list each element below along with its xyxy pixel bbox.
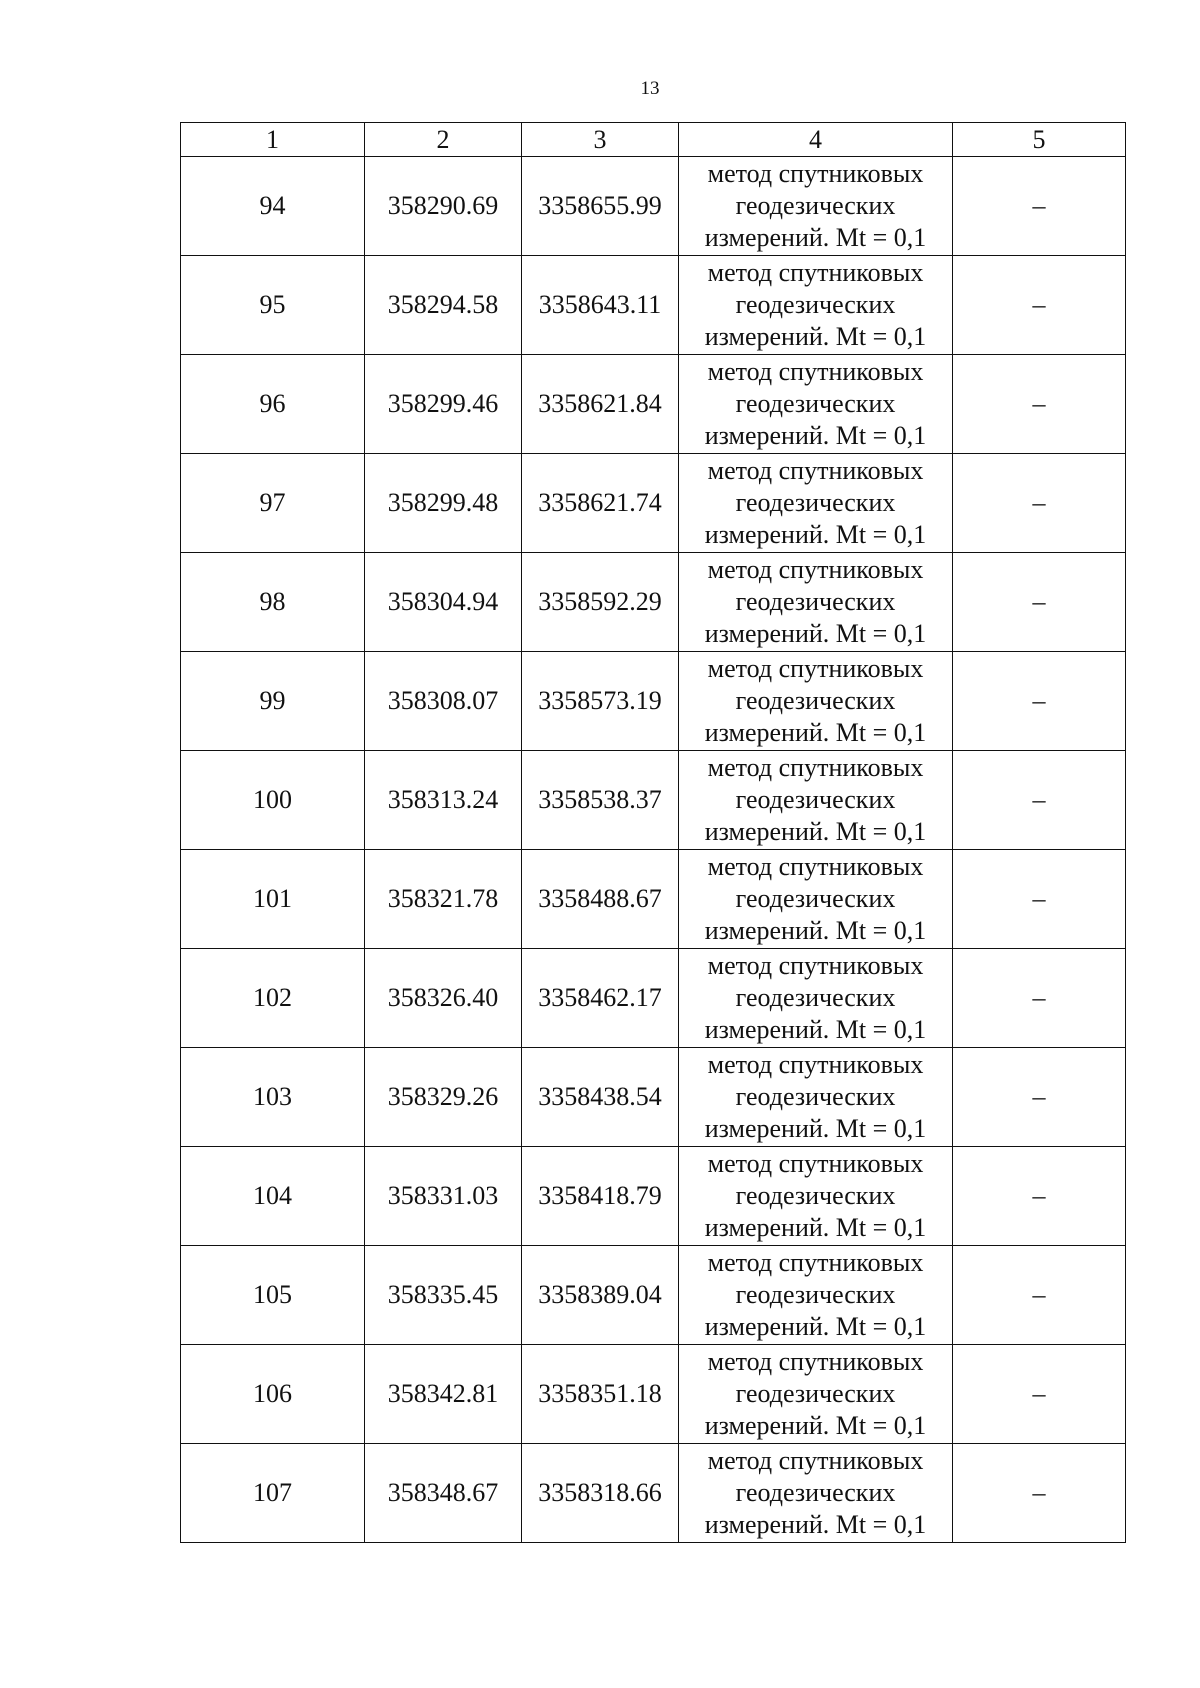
table-row xyxy=(181,1048,1126,1147)
x-coordinate-cell: 358299.46 xyxy=(365,355,522,454)
method-cell xyxy=(679,949,953,1048)
method-line: измерений. Mt = 0,1 xyxy=(704,916,927,945)
method-line: геодезических xyxy=(735,488,896,517)
point-number-cell: 104 xyxy=(181,1147,365,1246)
point-number-cell: 95 xyxy=(181,256,365,355)
method-line: измерений. Mt = 0,1 xyxy=(704,520,927,549)
table-row xyxy=(181,1246,1126,1345)
table-row xyxy=(181,553,1126,652)
point-number-cell: 106 xyxy=(181,1345,365,1444)
table-row xyxy=(181,1147,1126,1246)
method-cell xyxy=(679,1048,953,1147)
method-cell xyxy=(679,454,953,553)
page-number: 13 xyxy=(640,78,660,99)
y-coordinate-cell: 3358318.66 xyxy=(522,1444,679,1543)
method-line: метод спутниковых xyxy=(707,555,924,584)
method-line: геодезических xyxy=(735,290,896,319)
point-number-cell: 94 xyxy=(181,157,365,256)
note-cell: – xyxy=(953,1444,1126,1543)
method-line: метод спутниковых xyxy=(707,753,924,782)
y-coordinate-cell: 3358621.84 xyxy=(522,355,679,454)
x-coordinate-cell: 358326.40 xyxy=(365,949,522,1048)
method-line: геодезических xyxy=(735,884,896,913)
method-line: измерений. Mt = 0,1 xyxy=(704,718,927,747)
column-header-5: 5 xyxy=(953,123,1126,157)
y-coordinate-cell: 3358351.18 xyxy=(522,1345,679,1444)
note-cell: – xyxy=(953,256,1126,355)
table-row xyxy=(181,1444,1126,1543)
method-line: измерений. Mt = 0,1 xyxy=(704,1213,927,1242)
table-row xyxy=(181,256,1126,355)
x-coordinate-cell: 358294.58 xyxy=(365,256,522,355)
coordinates-table xyxy=(180,122,1126,1543)
method-cell xyxy=(679,256,953,355)
column-header-3: 3 xyxy=(522,123,679,157)
table-row xyxy=(181,454,1126,553)
y-coordinate-cell: 3358488.67 xyxy=(522,850,679,949)
method-line: метод спутниковых xyxy=(707,159,924,188)
y-coordinate-cell: 3358438.54 xyxy=(522,1048,679,1147)
x-coordinate-cell: 358321.78 xyxy=(365,850,522,949)
note-cell: – xyxy=(953,652,1126,751)
method-line: метод спутниковых xyxy=(707,357,924,386)
table-body xyxy=(181,157,1126,1543)
point-number-cell: 98 xyxy=(181,553,365,652)
method-cell xyxy=(679,652,953,751)
method-line: геодезических xyxy=(735,191,896,220)
method-line: измерений. Mt = 0,1 xyxy=(704,1114,927,1143)
note-cell: – xyxy=(953,1345,1126,1444)
x-coordinate-cell: 358348.67 xyxy=(365,1444,522,1543)
point-number-cell: 96 xyxy=(181,355,365,454)
method-line: метод спутниковых xyxy=(707,654,924,683)
method-line: метод спутниковых xyxy=(707,258,924,287)
x-coordinate-cell: 358299.48 xyxy=(365,454,522,553)
method-cell xyxy=(679,1246,953,1345)
method-line: измерений. Mt = 0,1 xyxy=(704,421,927,450)
table-row xyxy=(181,157,1126,256)
note-cell: – xyxy=(953,1246,1126,1345)
x-coordinate-cell: 358290.69 xyxy=(365,157,522,256)
x-coordinate-cell: 358313.24 xyxy=(365,751,522,850)
method-line: метод спутниковых xyxy=(707,1050,924,1079)
table-row xyxy=(181,751,1126,850)
table-header-row xyxy=(181,123,1126,157)
method-line: геодезических xyxy=(735,686,896,715)
method-line: измерений. Mt = 0,1 xyxy=(704,1411,927,1440)
x-coordinate-cell: 358304.94 xyxy=(365,553,522,652)
y-coordinate-cell: 3358655.99 xyxy=(522,157,679,256)
method-line: метод спутниковых xyxy=(707,951,924,980)
y-coordinate-cell: 3358643.11 xyxy=(522,256,679,355)
x-coordinate-cell: 358308.07 xyxy=(365,652,522,751)
method-line: геодезических xyxy=(735,983,896,1012)
point-number-cell: 100 xyxy=(181,751,365,850)
method-cell xyxy=(679,1345,953,1444)
x-coordinate-cell: 358342.81 xyxy=(365,1345,522,1444)
method-line: метод спутниковых xyxy=(707,456,924,485)
column-header-4: 4 xyxy=(679,123,953,157)
point-number-cell: 107 xyxy=(181,1444,365,1543)
note-cell: – xyxy=(953,157,1126,256)
method-line: измерений. Mt = 0,1 xyxy=(704,817,927,846)
point-number-cell: 99 xyxy=(181,652,365,751)
point-number-cell: 101 xyxy=(181,850,365,949)
y-coordinate-cell: 3358418.79 xyxy=(522,1147,679,1246)
point-number-cell: 105 xyxy=(181,1246,365,1345)
x-coordinate-cell: 358335.45 xyxy=(365,1246,522,1345)
method-line: геодезических xyxy=(735,1082,896,1111)
column-header-2: 2 xyxy=(365,123,522,157)
y-coordinate-cell: 3358538.37 xyxy=(522,751,679,850)
method-cell xyxy=(679,850,953,949)
x-coordinate-cell: 358329.26 xyxy=(365,1048,522,1147)
method-line: геодезических xyxy=(735,1181,896,1210)
y-coordinate-cell: 3358592.29 xyxy=(522,553,679,652)
y-coordinate-cell: 3358462.17 xyxy=(522,949,679,1048)
table-row xyxy=(181,949,1126,1048)
method-line: метод спутниковых xyxy=(707,1446,924,1475)
note-cell: – xyxy=(953,1048,1126,1147)
method-line: геодезических xyxy=(735,587,896,616)
note-cell: – xyxy=(953,454,1126,553)
x-coordinate-cell: 358331.03 xyxy=(365,1147,522,1246)
method-line: метод спутниковых xyxy=(707,1149,924,1178)
point-number-cell: 103 xyxy=(181,1048,365,1147)
method-line: геодезических xyxy=(735,1478,896,1507)
note-cell: – xyxy=(953,1147,1126,1246)
table-row xyxy=(181,1345,1126,1444)
point-number-cell: 97 xyxy=(181,454,365,553)
method-cell xyxy=(679,157,953,256)
note-cell: – xyxy=(953,553,1126,652)
note-cell: – xyxy=(953,355,1126,454)
method-line: геодезических xyxy=(735,785,896,814)
method-line: метод спутниковых xyxy=(707,852,924,881)
method-cell xyxy=(679,1147,953,1246)
method-line: метод спутниковых xyxy=(707,1347,924,1376)
method-line: измерений. Mt = 0,1 xyxy=(704,322,927,351)
method-line: измерений. Mt = 0,1 xyxy=(704,1312,927,1341)
method-line: измерений. Mt = 0,1 xyxy=(704,1510,927,1539)
note-cell: – xyxy=(953,850,1126,949)
method-cell xyxy=(679,1444,953,1543)
method-cell xyxy=(679,355,953,454)
method-cell xyxy=(679,553,953,652)
method-line: измерений. Mt = 0,1 xyxy=(704,1015,927,1044)
method-cell xyxy=(679,751,953,850)
column-header-1: 1 xyxy=(181,123,365,157)
point-number-cell: 102 xyxy=(181,949,365,1048)
method-line: измерений. Mt = 0,1 xyxy=(704,223,927,252)
note-cell: – xyxy=(953,949,1126,1048)
y-coordinate-cell: 3358389.04 xyxy=(522,1246,679,1345)
table-row xyxy=(181,850,1126,949)
table-row xyxy=(181,355,1126,454)
method-line: измерений. Mt = 0,1 xyxy=(704,619,927,648)
method-line: геодезических xyxy=(735,1379,896,1408)
note-cell: – xyxy=(953,751,1126,850)
y-coordinate-cell: 3358573.19 xyxy=(522,652,679,751)
method-line: геодезических xyxy=(735,1280,896,1309)
y-coordinate-cell: 3358621.74 xyxy=(522,454,679,553)
method-line: геодезических xyxy=(735,389,896,418)
method-line: метод спутниковых xyxy=(707,1248,924,1277)
table-row xyxy=(181,652,1126,751)
